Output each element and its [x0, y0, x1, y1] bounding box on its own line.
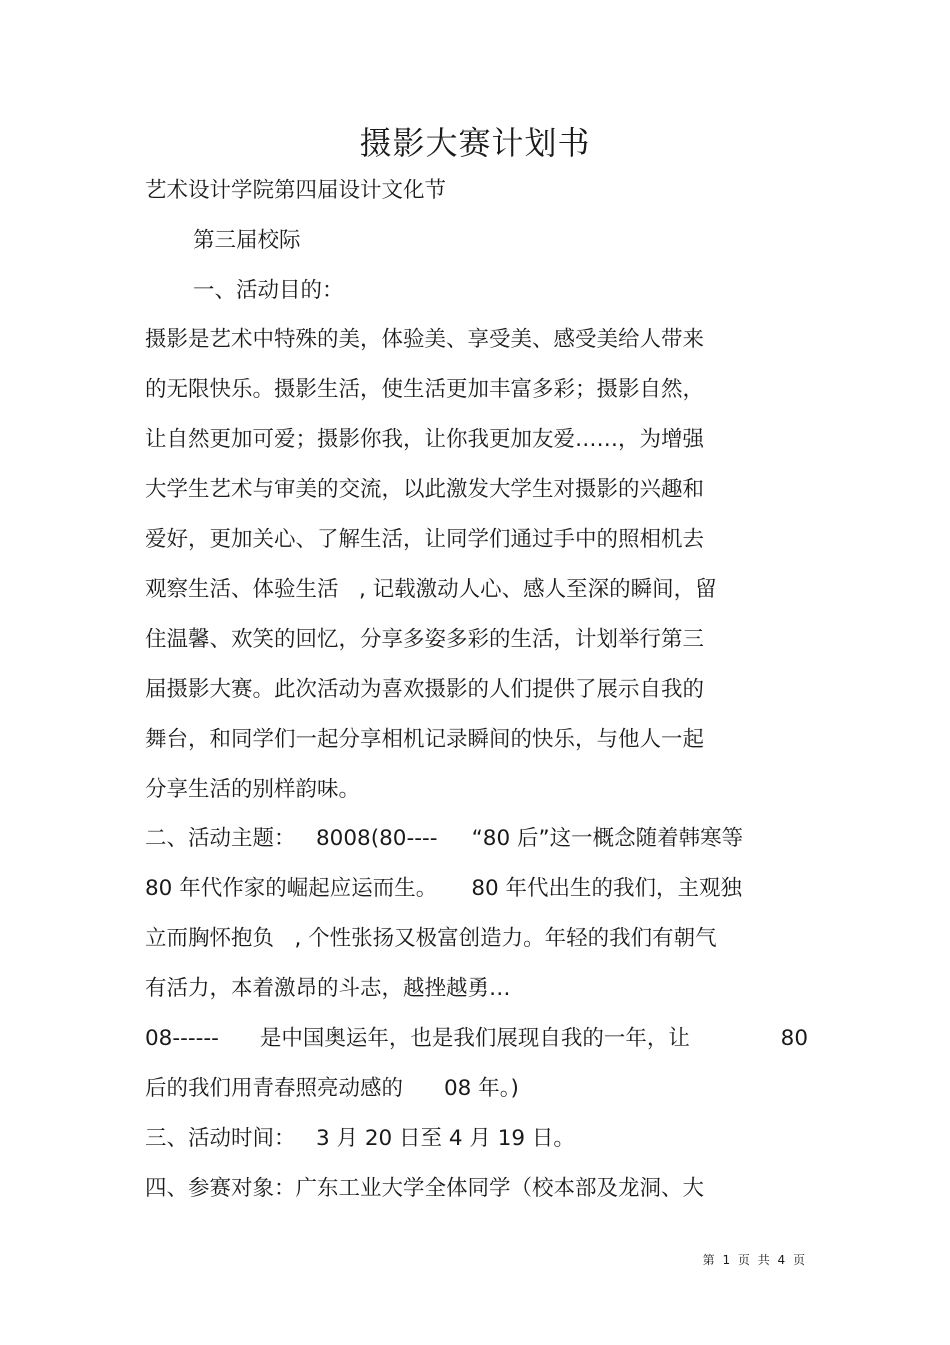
paragraph-line: 观察生活、体验生活 , 记载激动人心、感人至深的瞬间，留 [145, 577, 717, 602]
section-2-line: 后的我们用青春照亮动感的 08 年。) [145, 1076, 519, 1101]
paragraph-line: 的无限快乐。摄影生活，使生活更加丰富多彩；摄影自然， [145, 377, 705, 402]
paragraph-line: 爱好，更加关心、了解生活，让同学们通过手中的照相机去 [145, 527, 705, 552]
section-2-line: 80 年代作家的崛起应运而生。 80 年代出生的我们，主观独 [145, 876, 743, 901]
section-1-heading: 一、活动目的： [193, 278, 344, 303]
section-2-line: 立而胸怀抱负 , 个性张扬又极富创造力。年轻的我们有朝气 [145, 926, 717, 951]
paragraph-line: 摄影是艺术中特殊的美，体验美、享受美、感受美给人带来 [145, 327, 705, 352]
section-2-line: 有活力，本着激昂的斗志，越挫越勇… [145, 976, 511, 1001]
section-2-line-right: 80 [780, 1026, 808, 1051]
section-3-line: 三、活动时间： 3 月 20 日至 4 月 19 日。 [145, 1126, 575, 1151]
document-title: 摄影大赛计划书 [359, 124, 591, 162]
page-footer: 第 1 页 共 4 页 [702, 1253, 807, 1267]
paragraph-line: 住温馨、欢笑的回忆，分享多姿多彩的生活，计划举行第三 [145, 627, 705, 652]
section-2-line: 二、活动主题： 8008(80---- “80 后”这一概念随着韩寒等 [145, 826, 744, 851]
section-4-line: 四、参赛对象：广东工业大学全体同学（校本部及龙洞、大 [145, 1176, 705, 1201]
paragraph-line: 大学生艺术与审美的交流，以此激发大学生对摄影的兴趣和 [145, 477, 705, 502]
section-2-line-left: 08------ 是中国奥运年，也是我们展现自我的一年，让 [145, 1026, 690, 1051]
paragraph-line: 让自然更加可爱；摄影你我，让你我更加友爱……，为增强 [145, 427, 705, 452]
subtitle: 艺术设计学院第四届设计文化节 [145, 178, 447, 203]
paragraph-line: 舞台，和同学们一起分享相机记录瞬间的快乐，与他人一起 [145, 727, 705, 752]
paragraph-line: 届摄影大赛。此次活动为喜欢摄影的人们提供了展示自我的 [145, 677, 705, 702]
subheading: 第三届校际 [193, 228, 301, 253]
paragraph-line: 分享生活的别样韵味。 [145, 777, 361, 802]
